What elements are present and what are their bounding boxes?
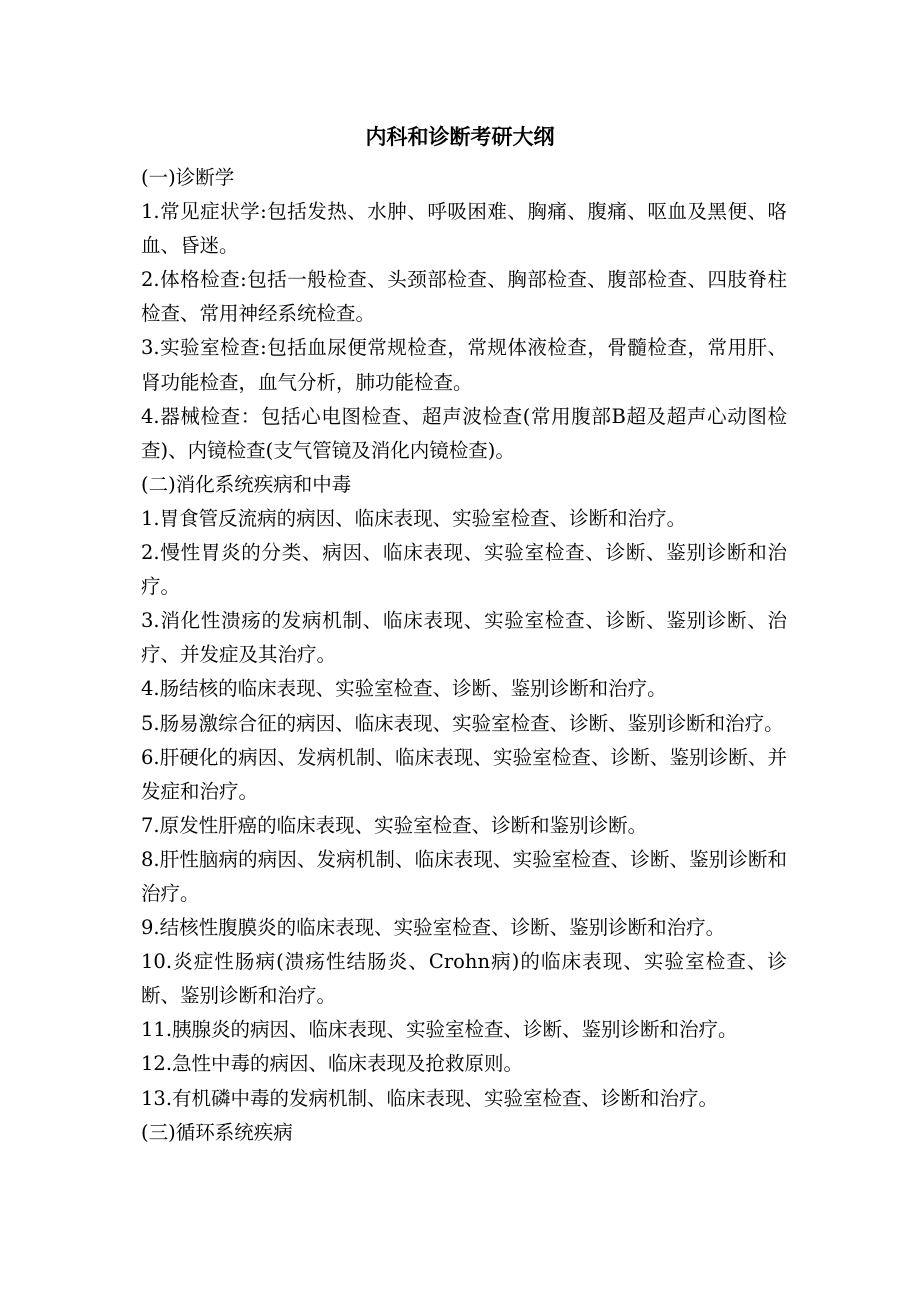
list-item: 2.慢性胃炎的分类、病因、临床表现、实验室检查、诊断、鉴别诊断和治疗。 (141, 541, 787, 599)
list-item: 3.消化性溃疡的发病机制、临床表现、实验室检查、诊断、鉴别诊断、治疗、并发症及其治疗。 (141, 609, 787, 667)
document-body (141, 161, 787, 1150)
list-item: 8.肝性脑病的病因、发病机制、临床表现、实验室检查、诊断、鉴别诊断和治疗。 (141, 847, 787, 905)
list-item: 10.炎症性肠病(溃疡性结肠炎、Crohn病)的临床表现、实验室检查、诊断、鉴别诊断和治疗。 (141, 950, 787, 1008)
list-item: 2.体格检查:包括一般检查、头颈部检查、胸部检查、腹部检查、四肢脊柱检查、常用神经系统检查。 (141, 268, 787, 326)
list-item: 9.结核性腹膜炎的临床表现、实验室检查、诊断、鉴别诊断和治疗。 (141, 916, 726, 940)
list-item: 12.急性中毒的病因、临床表现及抢救原则。 (141, 1052, 524, 1076)
list-item: 4.肠结核的临床表现、实验室检查、诊断、鉴别诊断和治疗。 (141, 677, 667, 701)
section-heading: (二)消化系统疾病和中毒 (141, 472, 352, 496)
list-item: 13.有机磷中毒的发病机制、临床表现、实验室检查、诊断和治疗。 (141, 1086, 719, 1110)
document-title: 内科和诊断考研大纲 (365, 124, 555, 149)
list-item: 7.原发性肝癌的临床表现、实验室检查、诊断和鉴别诊断。 (141, 813, 648, 837)
list-item: 5.肠易激综合征的病因、临床表现、实验室检查、诊断、鉴别诊断和治疗。 (141, 711, 784, 735)
list-item: 11.胰腺炎的病因、临床表现、实验室检查、诊断、鉴别诊断和治疗。 (141, 1018, 738, 1042)
list-item: 4.器械检查：包括心电图检查、超声波检查(常用腹部B超及超声心动图检查)、内镜检查(支气管镜及消化内镜检查)。 (141, 404, 787, 462)
list-item: 1.胃食管反流病的病因、临床表现、实验室检查、诊断和治疗。 (141, 506, 687, 530)
list-item: 1.常见症状学:包括发热、水肿、呼吸困难、胸痛、腹痛、呕血及黑便、咯血、昏迷。 (141, 200, 787, 258)
section-heading: (一)诊断学 (141, 166, 235, 189)
list-item: 3.实验室检查:包括血尿便常规检查，常规体液检查，骨髓检查，常用肝、肾功能检查，血气分析，肺功能检查。 (141, 336, 787, 394)
section-heading: (三)循环系统疾病 (141, 1120, 293, 1144)
list-item: 6.肝硬化的病因、发病机制、临床表现、实验室检查、诊断、鉴别诊断、并发症和治疗。 (141, 745, 787, 803)
